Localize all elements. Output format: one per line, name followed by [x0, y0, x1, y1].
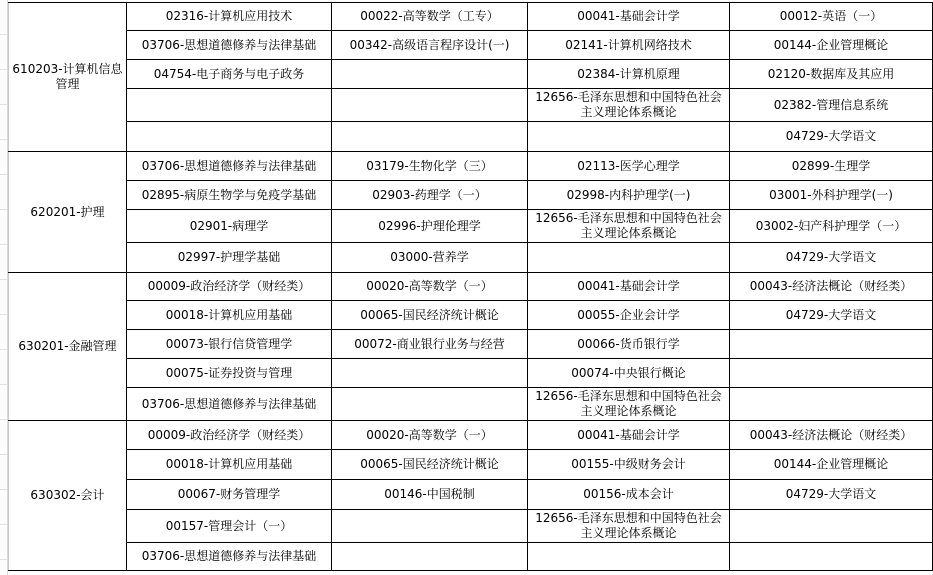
table-row — [9, 301, 933, 330]
empty-cell — [127, 89, 332, 122]
course-cell: 00022-高等数学（工专） — [332, 3, 528, 31]
empty-cell — [332, 543, 528, 571]
course-cell: 03179-生物化学（三） — [332, 152, 528, 181]
course-cell: 00155-中级财务会计 — [528, 450, 730, 480]
course-cell: 02384-计算机原理 — [528, 60, 730, 89]
course-cell: 00043-经济法概论（财经类） — [730, 421, 933, 450]
course-cell: 02899-生理学 — [730, 152, 933, 181]
empty-cell — [730, 359, 933, 388]
empty-cell — [528, 122, 730, 152]
course-cell: 03706-思想道德修养与法律基础 — [127, 388, 332, 421]
empty-cell — [730, 330, 933, 359]
course-cell: 04729-大学语文 — [730, 301, 933, 330]
table-row — [9, 388, 933, 421]
course-cell: 00065-国民经济统计概论 — [332, 450, 528, 480]
course-cell: 02895-病原生物学与免疫学基础 — [127, 181, 332, 210]
course-cell: 04729-大学语文 — [730, 243, 933, 273]
course-cell: 12656-毛泽东思想和中国特色社会主义理论体系概论 — [528, 89, 730, 122]
empty-cell — [332, 60, 528, 89]
course-cell: 00157-管理会计（一） — [127, 510, 332, 543]
course-cell: 00041-基础会计学 — [528, 421, 730, 450]
table-row — [9, 181, 933, 210]
table-row — [9, 450, 933, 480]
course-cell: 03706-思想道德修养与法律基础 — [127, 543, 332, 571]
course-cell: 00065-国民经济统计概论 — [332, 301, 528, 330]
course-cell: 00020-高等数学（一） — [332, 421, 528, 450]
course-cell: 00075-证券投资与管理 — [127, 359, 332, 388]
table-row — [9, 122, 933, 152]
course-cell: 12656-毛泽东思想和中国特色社会主义理论体系概论 — [528, 388, 730, 421]
course-cell: 00342-高级语言程序设计(一) — [332, 31, 528, 60]
major-cell: 620201-护理 — [9, 152, 127, 273]
empty-cell — [127, 122, 332, 152]
course-cell: 03002-妇产科护理学（一） — [730, 210, 933, 243]
spreadsheet-gutter — [0, 0, 8, 575]
table-row — [9, 3, 933, 31]
course-cell: 02903-药理学（一） — [332, 181, 528, 210]
course-cell: 03000-营养学 — [332, 243, 528, 273]
course-cell: 00074-中央银行概论 — [528, 359, 730, 388]
course-cell: 00043-经济法概论（财经类） — [730, 273, 933, 301]
course-cell: 00073-银行信贷管理学 — [127, 330, 332, 359]
exam-schedule-table — [8, 2, 933, 571]
course-cell: 04729-大学语文 — [730, 480, 933, 510]
empty-cell — [332, 388, 528, 421]
table-row — [9, 210, 933, 243]
major-cell: 630302-会计 — [9, 421, 127, 571]
table-row — [9, 330, 933, 359]
course-cell: 03706-思想道德修养与法律基础 — [127, 31, 332, 60]
course-cell: 00067-财务管理学 — [127, 480, 332, 510]
course-cell: 02113-医学心理学 — [528, 152, 730, 181]
table-row — [9, 480, 933, 510]
table-row — [9, 31, 933, 60]
course-cell: 00072-商业银行业务与经营 — [332, 330, 528, 359]
course-cell: 00055-企业会计学 — [528, 301, 730, 330]
course-cell: 12656-毛泽东思想和中国特色社会主义理论体系概论 — [528, 510, 730, 543]
table-row — [9, 359, 933, 388]
course-cell: 00020-高等数学（一） — [332, 273, 528, 301]
course-cell: 00066-货币银行学 — [528, 330, 730, 359]
course-cell: 00018-计算机应用基础 — [127, 301, 332, 330]
empty-cell — [730, 543, 933, 571]
course-cell: 00156-成本会计 — [528, 480, 730, 510]
empty-cell — [332, 89, 528, 122]
course-cell: 02997-护理学基础 — [127, 243, 332, 273]
course-cell: 02382-管理信息系统 — [730, 89, 933, 122]
course-cell: 12656-毛泽东思想和中国特色社会主义理论体系概论 — [528, 210, 730, 243]
course-cell: 00018-计算机应用基础 — [127, 450, 332, 480]
course-cell: 04729-大学语文 — [730, 122, 933, 152]
course-cell: 00041-基础会计学 — [528, 273, 730, 301]
course-cell: 04754-电子商务与电子政务 — [127, 60, 332, 89]
empty-cell — [332, 510, 528, 543]
course-cell: 00144-企业管理概论 — [730, 450, 933, 480]
empty-cell — [528, 243, 730, 273]
course-cell: 02316-计算机应用技术 — [127, 3, 332, 31]
empty-cell — [730, 510, 933, 543]
major-cell: 630201-金融管理 — [9, 273, 127, 421]
empty-cell — [730, 388, 933, 421]
empty-cell — [332, 122, 528, 152]
table-row — [9, 243, 933, 273]
table-row — [9, 273, 933, 301]
table-row — [9, 421, 933, 450]
course-cell: 03001-外科护理学(一) — [730, 181, 933, 210]
course-cell: 02141-计算机网络技术 — [528, 31, 730, 60]
table-row — [9, 510, 933, 543]
course-cell: 03706-思想道德修养与法律基础 — [127, 152, 332, 181]
table-row — [9, 152, 933, 181]
empty-cell — [332, 359, 528, 388]
course-cell: 02120-数据库及其应用 — [730, 60, 933, 89]
course-cell: 02996-护理伦理学 — [332, 210, 528, 243]
course-cell: 00144-企业管理概论 — [730, 31, 933, 60]
course-cell: 00146-中国税制 — [332, 480, 528, 510]
table-row — [9, 60, 933, 89]
table-row — [9, 543, 933, 571]
course-cell: 00009-政治经济学（财经类） — [127, 273, 332, 301]
table-row — [9, 89, 933, 122]
course-cell: 00009-政治经济学（财经类） — [127, 421, 332, 450]
major-cell: 610203-计算机信息管理 — [9, 3, 127, 152]
course-cell: 00041-基础会计学 — [528, 3, 730, 31]
empty-cell — [528, 543, 730, 571]
course-cell: 00012-英语（一） — [730, 3, 933, 31]
course-cell: 02998-内科护理学(一) — [528, 181, 730, 210]
course-cell: 02901-病理学 — [127, 210, 332, 243]
